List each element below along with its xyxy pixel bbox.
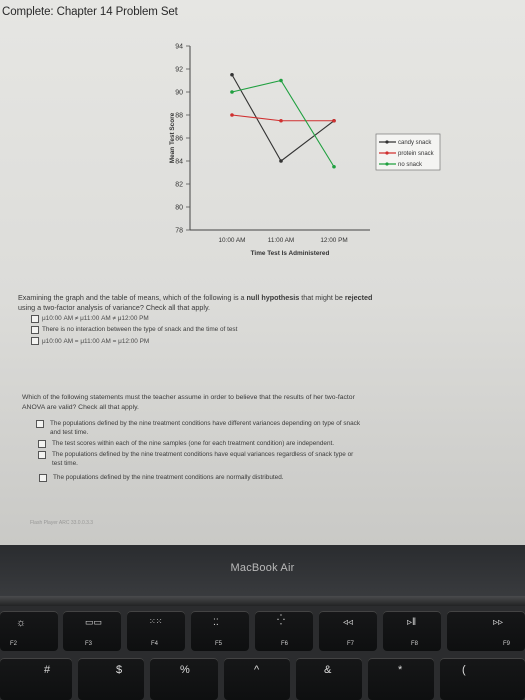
key-f6[interactable] <box>255 611 313 651</box>
q1-prompt-a: Examining the graph and the table of means, which of the following is a <box>18 293 247 302</box>
q1-prompt-bold2: rejected <box>344 293 373 302</box>
q1-prompt-bold: null hypothesis <box>246 293 300 302</box>
q2-prompt-line1: Which of the following statements must the teacher assume in order to believe that the results of her two-factor <box>22 394 355 401</box>
q2-option-1-label-cont: and test time. <box>50 429 89 436</box>
q2-option-3-label-cont: test time. <box>52 460 78 467</box>
y-tick-label: 82 <box>175 181 183 189</box>
series-point-0 <box>279 159 283 163</box>
line-chart <box>0 0 525 280</box>
q1-prompt-b: that might be <box>299 293 345 302</box>
series-line-1 <box>232 115 334 121</box>
keyboard <box>0 606 525 700</box>
q2-option-3-checkbox[interactable] <box>38 451 46 459</box>
q2-option-4-label: The populations defined by the nine treatment conditions are normally distributed. <box>53 474 284 481</box>
x-tick-label: 10:00 AM <box>218 237 246 244</box>
key-f5-label: F5 <box>215 641 223 647</box>
device-brand: MacBook Air <box>230 562 295 574</box>
series-point-2 <box>230 90 234 94</box>
q1-option-3-checkbox[interactable] <box>31 337 39 345</box>
y-tick-label: 78 <box>175 227 183 235</box>
key-3[interactable] <box>0 658 72 700</box>
q1-prompt-line2: using a two-factor analysis of variance? Check all that apply. <box>18 303 211 312</box>
x-tick-label: 11:00 AM <box>267 237 295 244</box>
key-f7-label: F7 <box>347 641 355 647</box>
keyboard-light-down-icon: ⁚⁚ <box>213 617 219 627</box>
key-7-symbol: & <box>324 664 332 676</box>
key-4[interactable] <box>78 658 144 700</box>
series-point-2 <box>279 79 283 83</box>
key-8[interactable] <box>368 658 434 700</box>
q2-option-2-label: The test scores within each of the nine samples (one for each treatment condition) are independent. <box>52 440 335 447</box>
key-f6-label: F6 <box>281 641 289 647</box>
q1-option-1-label: μ10:00 AM ≠ μ11:00 AM ≠ μ12:00 PM <box>42 315 149 322</box>
key-6-symbol: ^ <box>254 664 260 676</box>
q2-prompt-line2: ANOVA are valid? Check all that apply. <box>22 404 139 411</box>
key-5-symbol: % <box>180 664 190 676</box>
q1-prompt <box>18 293 508 302</box>
rewind-icon: ◃◃ <box>343 617 354 628</box>
x-axis-title: Time Test Is Administered <box>250 250 330 257</box>
q2-option-4-checkbox[interactable] <box>39 474 47 482</box>
y-tick-label: 88 <box>175 112 183 120</box>
q1-option-2-checkbox[interactable] <box>31 326 39 334</box>
key-6[interactable] <box>224 658 290 700</box>
key-f3-label: F3 <box>85 641 93 647</box>
key-f8-label: F8 <box>411 641 419 647</box>
q2-option-3-label: The populations defined by the nine treatment conditions have equal variances regardless of snack type or <box>52 451 354 458</box>
y-tick-label: 92 <box>175 66 183 74</box>
legend-marker <box>385 140 388 143</box>
page-title: Complete: Chapter 14 Problem Set <box>2 6 178 18</box>
q1-option-3-label: μ10:00 AM = μ11:00 AM = μ12:00 PM <box>42 338 150 345</box>
y-tick-label: 84 <box>175 158 183 166</box>
series-point-1 <box>332 119 336 123</box>
key-5[interactable] <box>150 658 218 700</box>
laptop-hinge <box>0 596 525 606</box>
key-f5[interactable] <box>191 611 249 651</box>
keyboard-light-up-icon: ⁛ <box>277 615 285 626</box>
key-f4-label: F4 <box>151 641 159 647</box>
q2-option-2-checkbox[interactable] <box>38 440 46 448</box>
key-f2[interactable] <box>0 611 58 651</box>
launchpad-icon: ⁙⁙ <box>149 617 163 626</box>
fast-forward-icon: ▹▹ <box>493 617 504 628</box>
legend-label: no snack <box>398 162 423 169</box>
key-8-symbol: * <box>398 664 403 676</box>
legend-label: protein snack <box>398 151 434 158</box>
y-tick-label: 80 <box>175 204 183 212</box>
key-f9[interactable] <box>447 611 525 651</box>
q1-option-1-checkbox[interactable] <box>31 315 39 323</box>
x-tick-label: 12:00 PM <box>320 237 348 244</box>
y-tick-label: 90 <box>175 89 183 97</box>
key-9[interactable] <box>440 658 525 700</box>
key-f3[interactable] <box>63 611 121 651</box>
legend-marker <box>385 162 388 165</box>
series-point-0 <box>230 73 234 77</box>
key-4-symbol: $ <box>116 664 123 676</box>
y-tick-label: 86 <box>175 135 183 143</box>
mission-control-icon: ▭▭ <box>85 617 103 627</box>
series-point-1 <box>230 113 234 117</box>
key-3-symbol: # <box>44 664 51 676</box>
key-f4[interactable] <box>127 611 185 651</box>
q2-option-1-label: The populations defined by the nine treatment conditions have different variances depending on type of snack <box>50 420 361 427</box>
key-f2-label: F2 <box>10 641 18 647</box>
flash-player-footer: Flash Player ARC 33.0.0.3.3 <box>30 520 94 526</box>
play-pause-icon: ▹‖ <box>407 617 417 628</box>
key-f8[interactable] <box>383 611 441 651</box>
q1-option-2-label: There is no interaction between the type of snack and the time of test <box>42 326 238 333</box>
key-9-symbol: ( <box>462 664 466 676</box>
y-tick-label: 94 <box>175 43 183 51</box>
q2-option-1-checkbox[interactable] <box>36 420 44 428</box>
series-line-2 <box>232 81 334 167</box>
key-7[interactable] <box>296 658 362 700</box>
series-point-2 <box>332 165 336 169</box>
legend-label: candy snack <box>398 140 432 147</box>
series-line-0 <box>232 75 334 161</box>
legend-marker <box>385 151 388 154</box>
key-f7[interactable] <box>319 611 377 651</box>
y-axis-title: Mean Test Score <box>169 112 176 164</box>
key-f9-label: F9 <box>503 641 511 647</box>
brightness-up-icon: ☼ <box>16 617 27 629</box>
series-point-1 <box>279 119 283 123</box>
